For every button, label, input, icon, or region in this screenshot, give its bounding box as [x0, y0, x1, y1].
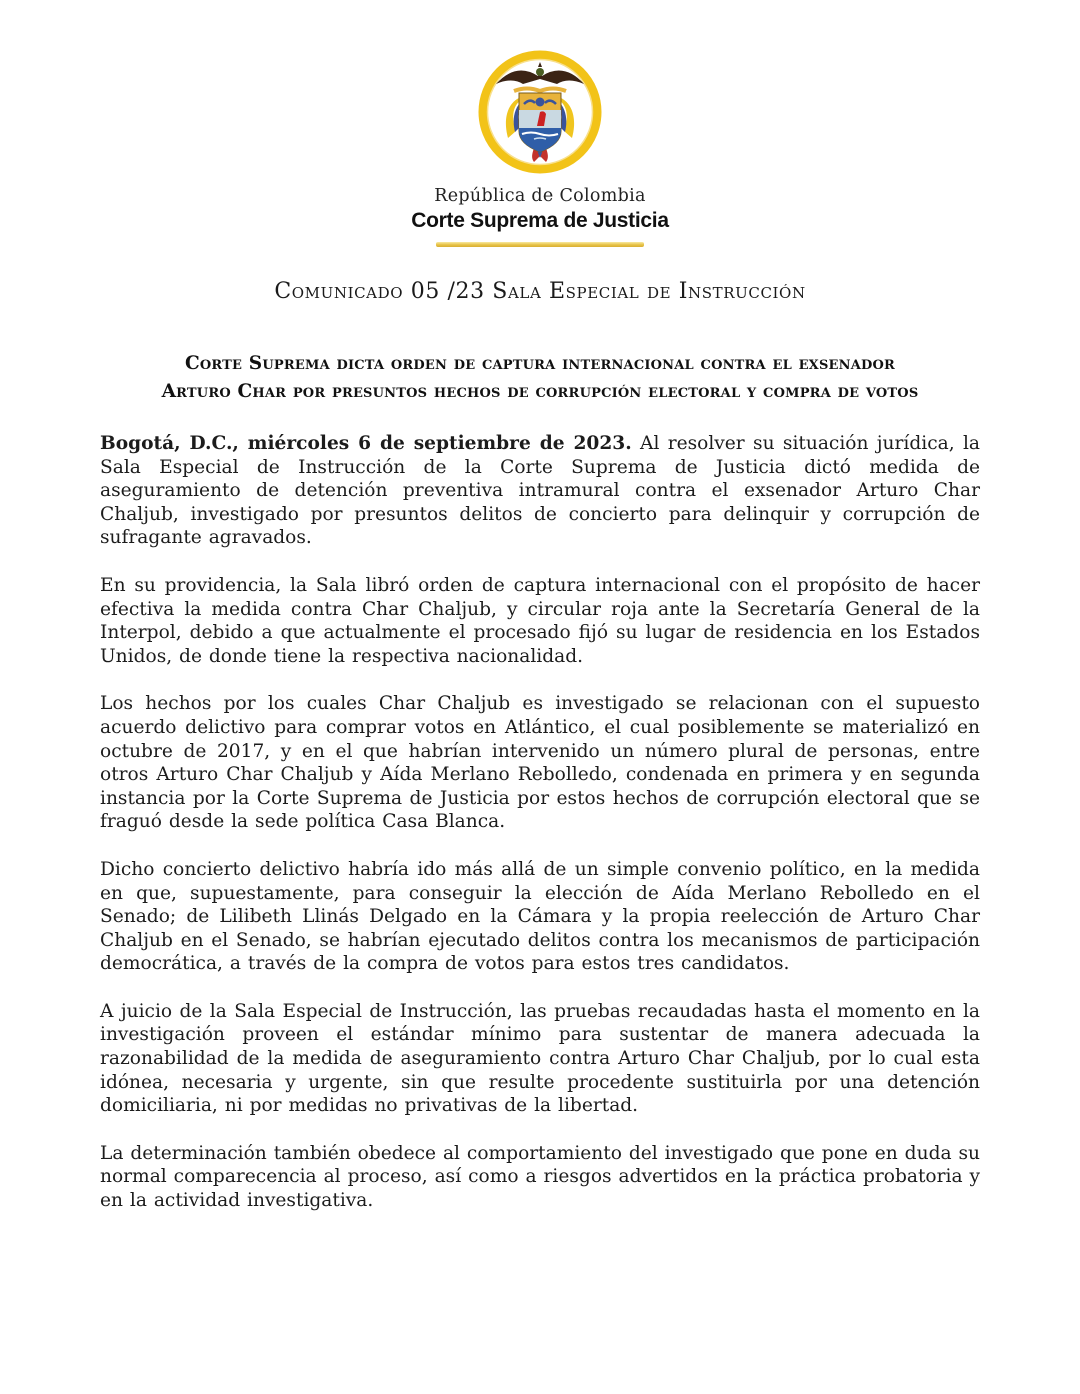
colombia-coat-of-arms-icon: [474, 46, 606, 178]
paragraph-1-text: Al resolver su situación jurídica, la Sala Especial de Instrucción de la Corte Suprema de Justicia dictó medida de aseguramiento de detención preventiva intramural contra el exsenador Arturo Char Chaljub, investigado por presuntos delitos de concierto para delinquir y corrupción de sufragante agravados.: [100, 433, 980, 549]
paragraph-4: Dicho concierto delictivo habría ido más allá de un simple convenio político, en la medida en que, supuestamente, para conseguir la elección de Aída Merlano Rebolledo en el Senado; de Lilibeth Llinás Delgado en la Cámara y la propia reelección de Arturo Char Chaljub en el Senado, se habrían ejecutado delitos contra los mecanismos de participación democrática, a través de la compra de votos para estos tres candidatos.: [100, 858, 980, 975]
paragraph-6: La determinación también obedece al comportamiento del investigado que pone en duda su normal comparecencia al proceso, así como a riesgos advertidos en la práctica probatoria y en la actividad investigativa.: [100, 1142, 980, 1212]
paragraph-2: En su providencia, la Sala libró orden de captura internacional con el propósito de hacer efectiva la medida contra Char Chaljub, y circular roja ante la Secretaría General de la Interpol, debido a que actualmente el procesado fijó su lugar de residencia en los Estados Unidos, de donde tiene la respectiva nacionalidad.: [100, 574, 980, 667]
paragraph-3: Los hechos por los cuales Char Chaljub es investigado se relacionan con el supuesto acuerdo delictivo para comprar votos en Atlántico, el cual posiblemente se materializó en octubre de 2017, y en el que habrían intervenido un número plural de personas, entre otros Arturo Char Chaljub y Aída Merlano Rebolledo, condenada en primera y en segunda instancia por la Corte Suprema de Justicia por estos hechos de corrupción electoral que se fraguó desde la sede política Casa Blanca.: [100, 693, 980, 833]
republic-label: República de Colombia: [434, 186, 646, 206]
communique-headline: [0, 350, 1080, 406]
communique-body: [0, 432, 1080, 1213]
document-header: [0, 0, 1080, 247]
headline-line-1: Corte Suprema dicta orden de captura internacional contra el exsenador: [184, 353, 896, 374]
dateline: Bogotá, D.C., miércoles 6 de septiembre de 2023.: [100, 433, 632, 454]
communique-title: Comunicado 05 /23 Sala Especial de Instrucción: [274, 279, 806, 304]
headline-line-2: Arturo Char por presuntos hechos de corrupción electoral y compra de votos: [161, 381, 919, 402]
court-name-label: Corte Suprema de Justicia: [411, 209, 669, 232]
paragraph-1: [100, 432, 980, 550]
gold-divider: [436, 242, 644, 247]
paragraph-5: A juicio de la Sala Especial de Instrucción, las pruebas recaudadas hasta el momento en la investigación proveen el estándar mínimo para sustentar de manera adecuada la razonabilidad de la medida de aseguramiento contra Arturo Char Chaljub, por lo cual esta idónea, necesaria y urgente, sin que resulte procedente sustituirla por una detención domiciliaria, ni por medidas no privativas de la libertad.: [100, 1000, 980, 1117]
court-logo: [0, 46, 1080, 178]
